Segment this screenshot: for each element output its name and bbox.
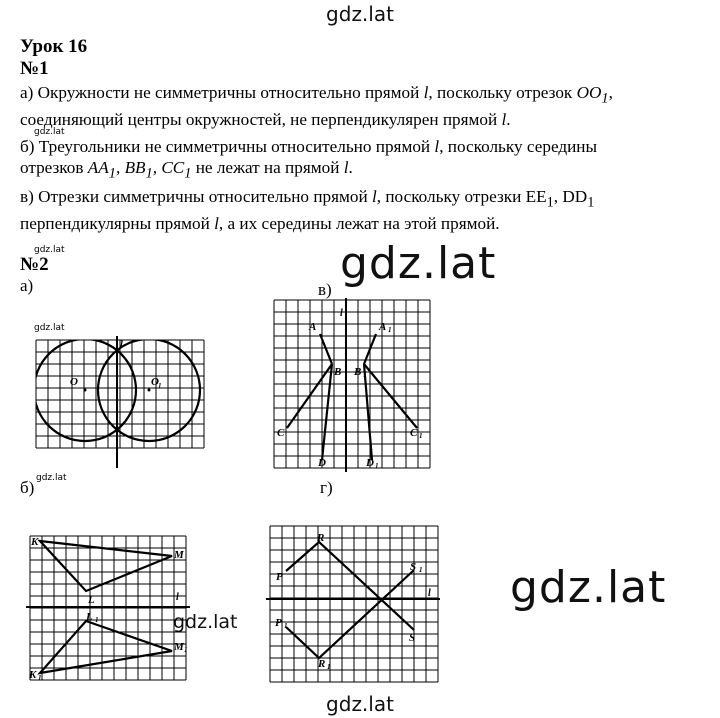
svg-text:1: 1 <box>184 646 188 654</box>
figure-v-grid <box>274 300 430 468</box>
problem-1-part-a: а) Окружности не симметричны относительно прямой l, поскольку отрезок $OO_1$, соединяющий центры окружностей, не перпендикулярен прямой l. <box>20 83 613 130</box>
label-p1: P <box>275 617 282 629</box>
label-o1: O <box>151 376 159 388</box>
label-k1: K <box>29 669 37 681</box>
label-l-point: L <box>88 594 95 606</box>
svg-text:1: 1 <box>95 616 99 624</box>
lesson-title: Урок 16 <box>20 36 88 57</box>
label-l-v: l <box>340 308 343 319</box>
label-r1: R <box>318 658 326 670</box>
label-o: O <box>70 376 78 388</box>
label-c: C <box>277 427 285 439</box>
label-k: K <box>31 536 39 548</box>
subproblem-g-label: г) <box>320 478 333 497</box>
svg-text:1: 1 <box>419 432 423 440</box>
watermark-top: gdz.lat <box>326 2 394 26</box>
label-p: P <box>276 571 283 583</box>
svg-text:1: 1 <box>388 326 392 334</box>
label-m: M <box>174 549 184 561</box>
svg-text:1: 1 <box>327 663 331 671</box>
watermark-big-1: gdz.lat <box>340 238 497 289</box>
problem-1-number: №1 <box>20 58 49 79</box>
svg-text:1: 1 <box>284 622 288 630</box>
watermark-bottom: gdz.lat <box>326 692 394 716</box>
label-r: R <box>317 532 325 544</box>
svg-text:1: 1 <box>419 566 423 574</box>
label-s: S <box>409 632 416 644</box>
figure-v-segments <box>287 334 417 460</box>
watermark-small-2: gdz.lat <box>34 245 65 255</box>
problem-1-part-b: б) Треугольники не симметричны относительно прямой l, поскольку середины отрезков $AA_1$, $BB_1$, $CC_1$ не лежат на прямой l. <box>20 137 598 182</box>
subproblem-b-label: б) <box>20 478 35 497</box>
label-d: D <box>318 457 326 469</box>
label-d1: D <box>366 457 374 469</box>
label-b: B <box>334 366 342 378</box>
subproblem-a-label: а) <box>20 276 34 295</box>
label-l-g: l <box>428 588 431 599</box>
watermark-small-4: gdz.lat <box>36 473 67 483</box>
label-l-a: l <box>120 340 123 351</box>
svg-text:1: 1 <box>38 674 42 682</box>
watermark-small-1: gdz.lat <box>34 127 65 137</box>
label-l1: L <box>86 611 93 623</box>
figure-g-grid <box>270 526 438 682</box>
watermark-mid: gdz.lat <box>173 611 238 633</box>
label-m1: M <box>174 641 184 653</box>
label-c1: C <box>410 427 418 439</box>
label-l-b: l <box>176 592 179 603</box>
watermark-big-2: gdz.lat <box>510 562 667 613</box>
label-a1: A <box>379 321 387 333</box>
label-s1: S <box>410 561 417 573</box>
svg-text:1: 1 <box>363 371 367 379</box>
problem-1-part-v: в) Отрезки симметричны относительно прямой l, поскольку отрезки $EE_1$, $DD_1$ перпендикулярны прямой l, а их середины лежат на этой прямой. <box>20 187 595 234</box>
subproblem-v-label: в) <box>318 280 332 299</box>
watermark-small-3: gdz.lat <box>34 323 65 333</box>
label-b1: B <box>354 366 362 378</box>
svg-text:1: 1 <box>375 462 379 470</box>
label-a: A <box>309 321 317 333</box>
problem-2-number: №2 <box>20 254 49 275</box>
label-o1-sub: 1 <box>158 382 162 390</box>
